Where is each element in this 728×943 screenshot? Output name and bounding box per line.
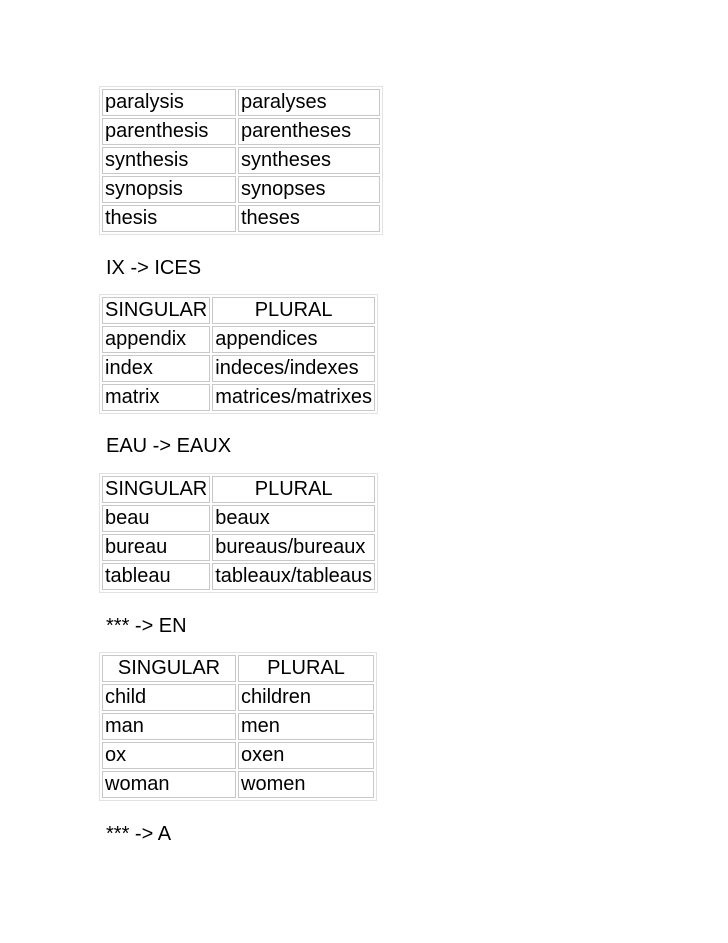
table-row	[102, 563, 375, 590]
table-row	[102, 89, 380, 116]
singular-header: SINGULAR	[102, 476, 210, 503]
singular-header: SINGULAR	[102, 297, 210, 324]
table-row	[102, 147, 380, 174]
plural-cell: theses	[238, 205, 380, 232]
plural-cell: indeces/indexes	[212, 355, 375, 382]
table-row	[102, 176, 380, 203]
table-header-row	[102, 476, 375, 503]
plural-header: PLURAL	[212, 476, 375, 503]
plural-header: PLURAL	[238, 655, 374, 682]
singular-header: SINGULAR	[102, 655, 236, 682]
table-row	[102, 771, 374, 798]
table-body	[102, 297, 375, 411]
plural-cell: women	[238, 771, 374, 798]
table-row	[102, 534, 375, 561]
plural-cell: parentheses	[238, 118, 380, 145]
singular-cell: matrix	[102, 384, 210, 411]
section-heading-eau-eaux: EAU -> EAUX	[106, 435, 232, 457]
singular-cell: appendix	[102, 326, 210, 353]
singular-cell: beau	[102, 505, 210, 532]
table-row	[102, 326, 375, 353]
table-row	[102, 384, 375, 411]
table-header-row	[102, 655, 374, 682]
singular-cell: synopsis	[102, 176, 236, 203]
singular-cell: thesis	[102, 205, 236, 232]
table-row	[102, 205, 380, 232]
table-row	[102, 505, 375, 532]
plural-cell: men	[238, 713, 374, 740]
table-body	[102, 476, 375, 590]
singular-cell: index	[102, 355, 210, 382]
word-table-sis-ses	[99, 86, 383, 235]
plural-cell: beaux	[212, 505, 375, 532]
table-row	[102, 684, 374, 711]
plural-cell: bureaus/bureaux	[212, 534, 375, 561]
word-table-ix-ices	[99, 294, 378, 414]
singular-cell: child	[102, 684, 236, 711]
singular-cell: man	[102, 713, 236, 740]
singular-cell: woman	[102, 771, 236, 798]
table-header-row	[102, 297, 375, 324]
section-heading-a: *** -> A	[106, 823, 172, 845]
plural-cell: matrices/matrixes	[212, 384, 375, 411]
plural-cell: children	[238, 684, 374, 711]
plural-cell: paralyses	[238, 89, 380, 116]
section-heading-ix-ices: IX -> ICES	[106, 257, 202, 279]
plural-cell: syntheses	[238, 147, 380, 174]
table-body	[102, 655, 374, 798]
singular-cell: ox	[102, 742, 236, 769]
word-table-eau-eaux	[99, 473, 378, 593]
table-row	[102, 118, 380, 145]
plural-cell: synopses	[238, 176, 380, 203]
plural-cell: oxen	[238, 742, 374, 769]
table-row	[102, 742, 374, 769]
singular-cell: tableau	[102, 563, 210, 590]
table-body	[102, 89, 380, 232]
singular-cell: parenthesis	[102, 118, 236, 145]
plural-header: PLURAL	[212, 297, 375, 324]
singular-cell: bureau	[102, 534, 210, 561]
singular-cell: paralysis	[102, 89, 236, 116]
plural-cell: appendices	[212, 326, 375, 353]
plural-cell: tableaux/tableaus	[212, 563, 375, 590]
word-table-en	[99, 652, 377, 801]
section-heading-en: *** -> EN	[106, 615, 187, 637]
singular-cell: synthesis	[102, 147, 236, 174]
table-row	[102, 355, 375, 382]
table-row	[102, 713, 374, 740]
